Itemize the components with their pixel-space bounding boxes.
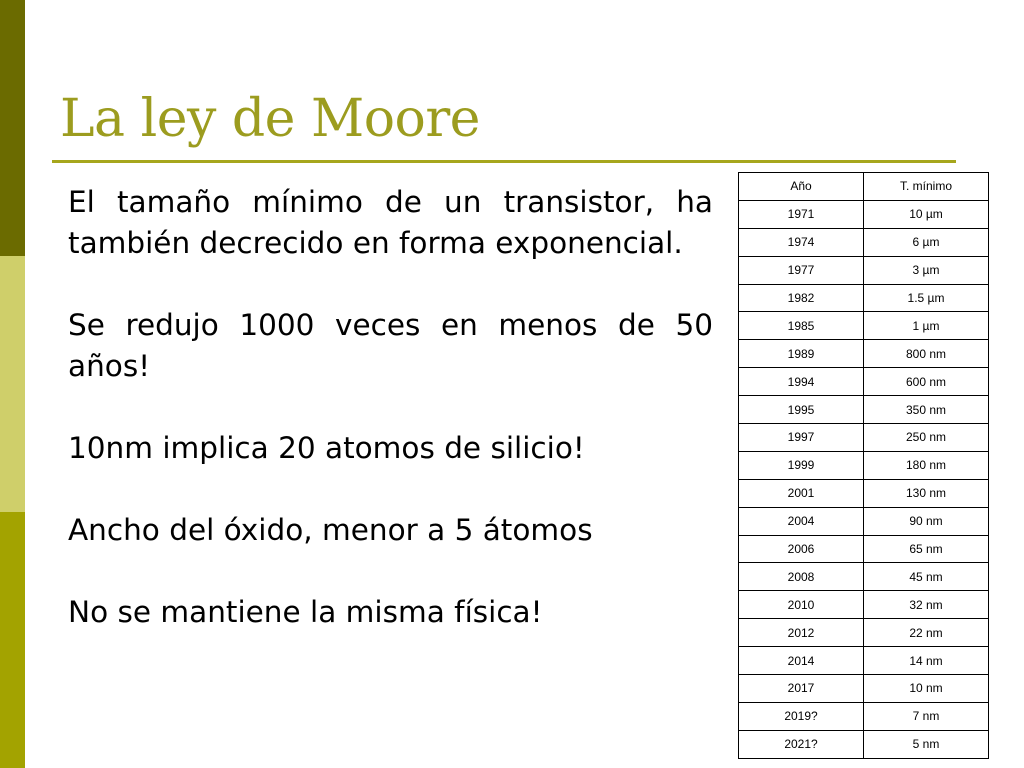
cell-year: 2001 <box>739 479 864 507</box>
cell-min-size: 350 nm <box>864 396 989 424</box>
cell-min-size: 65 nm <box>864 535 989 563</box>
table-row <box>739 591 989 619</box>
cell-min-size: 800 nm <box>864 340 989 368</box>
cell-year: 1971 <box>739 200 864 228</box>
table-row <box>739 451 989 479</box>
cell-year: 1982 <box>739 284 864 312</box>
cell-year: 2010 <box>739 591 864 619</box>
cell-year: 2017 <box>739 675 864 703</box>
table-row <box>739 535 989 563</box>
slide-body <box>68 182 713 674</box>
cell-min-size: 14 nm <box>864 647 989 675</box>
column-header-min-size: T. mínimo <box>864 173 989 201</box>
cell-min-size: 10 nm <box>864 675 989 703</box>
table-row <box>739 340 989 368</box>
table-row <box>739 675 989 703</box>
paragraph-reduction: Se redujo 1000 veces en menos de 50 años! <box>68 308 713 383</box>
cell-min-size: 22 nm <box>864 619 989 647</box>
cell-min-size: 5 nm <box>864 730 989 758</box>
cell-year: 1974 <box>739 228 864 256</box>
table-row <box>739 619 989 647</box>
table-row <box>739 479 989 507</box>
slide-title: La ley de Moore <box>60 89 480 149</box>
cell-min-size: 3 µm <box>864 256 989 284</box>
cell-min-size: 7 nm <box>864 702 989 730</box>
cell-min-size: 6 µm <box>864 228 989 256</box>
table-row <box>739 507 989 535</box>
side-bar-dark <box>0 0 25 256</box>
table-row <box>739 702 989 730</box>
table-row <box>739 228 989 256</box>
side-bar-mid <box>0 512 25 768</box>
cell-year: 2004 <box>739 507 864 535</box>
table-row <box>739 256 989 284</box>
paragraph-transistor-size: El tamaño mínimo de un transistor, ha también decrecido en forma exponencial. <box>68 185 713 260</box>
cell-year: 2021? <box>739 730 864 758</box>
cell-year: 1977 <box>739 256 864 284</box>
cell-year: 2019? <box>739 702 864 730</box>
paragraph-silicon-atoms: 10nm implica 20 atomos de silicio! <box>68 431 585 465</box>
table-row <box>739 284 989 312</box>
paragraph-oxide-width: Ancho del óxido, menor a 5 átomos <box>68 513 593 547</box>
table-row <box>739 563 989 591</box>
table-row <box>739 647 989 675</box>
cell-min-size: 600 nm <box>864 368 989 396</box>
cell-min-size: 32 nm <box>864 591 989 619</box>
cell-year: 2014 <box>739 647 864 675</box>
transistor-size-table <box>738 172 989 759</box>
cell-year: 2008 <box>739 563 864 591</box>
cell-min-size: 1 µm <box>864 312 989 340</box>
title-divider <box>52 160 956 163</box>
cell-min-size: 180 nm <box>864 451 989 479</box>
table-header-row <box>739 173 989 201</box>
table-row <box>739 368 989 396</box>
cell-year: 2006 <box>739 535 864 563</box>
table-row <box>739 424 989 452</box>
cell-min-size: 130 nm <box>864 479 989 507</box>
cell-year: 2012 <box>739 619 864 647</box>
table-row <box>739 200 989 228</box>
cell-min-size: 1.5 µm <box>864 284 989 312</box>
cell-year: 1985 <box>739 312 864 340</box>
cell-min-size: 90 nm <box>864 507 989 535</box>
cell-year: 1997 <box>739 424 864 452</box>
table-body <box>739 173 989 759</box>
paragraph-physics: No se mantiene la misma física! <box>68 595 543 629</box>
cell-year: 1994 <box>739 368 864 396</box>
cell-year: 1989 <box>739 340 864 368</box>
cell-min-size: 250 nm <box>864 424 989 452</box>
cell-min-size: 45 nm <box>864 563 989 591</box>
cell-year: 1999 <box>739 451 864 479</box>
side-bar-light <box>0 256 25 512</box>
column-header-year: Año <box>739 173 864 201</box>
table-row <box>739 730 989 758</box>
table-row <box>739 396 989 424</box>
table-row <box>739 312 989 340</box>
cell-min-size: 10 µm <box>864 200 989 228</box>
cell-year: 1995 <box>739 396 864 424</box>
